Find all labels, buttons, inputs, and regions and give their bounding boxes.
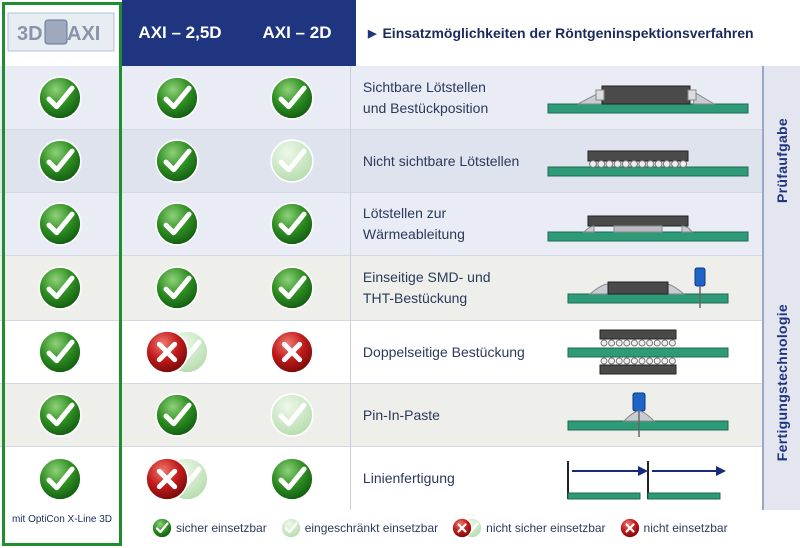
cell-axi-25d bbox=[120, 193, 234, 255]
row-illustration bbox=[534, 130, 762, 192]
row-label-line: Nicht sichtbare Lötstellen bbox=[362, 152, 520, 169]
light-check-icon bbox=[281, 518, 301, 538]
cell-axi-2d bbox=[234, 321, 350, 383]
cell-axi-25d bbox=[120, 66, 234, 129]
table-title: ▶ Einsatzmöglichkeiten der Röntgeninspektionsverfahren bbox=[368, 25, 754, 41]
legend-item-not-sure: nicht sicher einsetzbar bbox=[452, 518, 605, 538]
pcb-illustration-thermal bbox=[538, 194, 758, 254]
cross-over-check-icon bbox=[145, 457, 209, 501]
row-illustration bbox=[534, 256, 762, 320]
cell-axi-2d bbox=[234, 256, 350, 320]
cell-axi-25d bbox=[120, 447, 234, 510]
light-check-icon bbox=[270, 393, 314, 437]
cell-axi-3d bbox=[0, 447, 120, 510]
pcb-illustration-double bbox=[538, 322, 758, 382]
row-illustration bbox=[534, 447, 762, 510]
check-icon bbox=[155, 139, 199, 183]
svg-text:AXI: AXI bbox=[67, 23, 101, 45]
row-illustration bbox=[534, 321, 762, 383]
row-illustration bbox=[534, 66, 762, 129]
check-icon bbox=[152, 518, 172, 538]
cell-axi-2d bbox=[234, 384, 350, 446]
table-row bbox=[0, 66, 762, 129]
cell-axi-2d bbox=[234, 193, 350, 255]
row-description bbox=[350, 447, 534, 510]
check-icon bbox=[270, 266, 314, 310]
table-row bbox=[0, 383, 762, 446]
check-icon bbox=[270, 202, 314, 246]
pcb-illustration-hidden bbox=[538, 131, 758, 191]
check-icon bbox=[270, 76, 314, 120]
check-icon bbox=[270, 457, 314, 501]
check-icon bbox=[155, 202, 199, 246]
cell-axi-3d bbox=[0, 130, 120, 192]
row-label-line: Wärmeableitung bbox=[362, 226, 465, 242]
column-caption: mit OptiCon X-Line 3D bbox=[11, 514, 113, 525]
row-description bbox=[350, 384, 534, 446]
side-label-pruefaufgabe: Prüfaufgabe bbox=[762, 66, 800, 255]
row-illustration bbox=[534, 193, 762, 255]
check-icon bbox=[155, 266, 199, 310]
table-row bbox=[0, 129, 762, 192]
check-icon bbox=[38, 457, 82, 501]
check-icon bbox=[38, 202, 82, 246]
legend bbox=[152, 516, 742, 540]
3d-axi-logo bbox=[4, 4, 118, 60]
table-row bbox=[0, 320, 762, 383]
row-label-line: Sichtbare Lötstellen bbox=[362, 78, 486, 95]
cell-axi-25d bbox=[120, 384, 234, 446]
cell-axi-2d bbox=[234, 447, 350, 510]
legend-item-safe: sicher einsetzbar bbox=[152, 518, 267, 538]
table-row bbox=[0, 446, 762, 510]
row-label-line: Pin-In-Paste bbox=[362, 406, 440, 423]
cross-icon bbox=[620, 518, 640, 538]
pcb-illustration-pip bbox=[538, 385, 758, 445]
row-label-line: Doppelseitige Bestückung bbox=[362, 343, 525, 360]
cell-axi-3d bbox=[0, 66, 120, 129]
table-row bbox=[0, 255, 762, 320]
check-icon bbox=[38, 393, 82, 437]
row-description bbox=[350, 193, 534, 255]
row-label-line: THT-Bestückung bbox=[362, 290, 468, 306]
side-label-fertigungstechnologie: Fertigungstechnologie bbox=[762, 255, 800, 510]
pcb-illustration-smd-tht bbox=[538, 258, 758, 318]
cell-axi-3d bbox=[0, 256, 120, 320]
row-description bbox=[350, 256, 534, 320]
pcb-illustration-line bbox=[538, 449, 758, 509]
cross-over-check-icon bbox=[145, 330, 209, 374]
row-illustration bbox=[534, 384, 762, 446]
row-description bbox=[350, 66, 534, 129]
check-icon bbox=[155, 393, 199, 437]
row-description bbox=[350, 321, 534, 383]
cell-axi-2d bbox=[234, 130, 350, 192]
cell-axi-2d bbox=[234, 66, 350, 129]
column-header-axi-25d: AXI – 2,5D bbox=[122, 0, 238, 66]
cross-icon bbox=[270, 330, 314, 374]
cell-axi-3d bbox=[0, 384, 120, 446]
row-label-line: und Bestückposition bbox=[362, 99, 489, 116]
check-icon bbox=[155, 76, 199, 120]
check-icon bbox=[38, 139, 82, 183]
triangle-icon: ▶ bbox=[368, 27, 377, 40]
row-description bbox=[350, 130, 534, 192]
check-icon bbox=[38, 266, 82, 310]
cell-axi-25d bbox=[120, 321, 234, 383]
cell-axi-3d bbox=[0, 321, 120, 383]
cross-over-check-icon bbox=[452, 518, 482, 538]
column-header-axi-2d: AXI – 2D bbox=[238, 0, 356, 66]
light-check-icon bbox=[270, 139, 314, 183]
row-label-line: Lötstellen zur bbox=[362, 205, 447, 221]
cell-axi-3d bbox=[0, 193, 120, 255]
pcb-illustration-visible bbox=[538, 68, 758, 128]
check-icon bbox=[38, 76, 82, 120]
check-icon bbox=[38, 330, 82, 374]
cell-axi-25d bbox=[120, 256, 234, 320]
legend-item-not: nicht einsetzbar bbox=[620, 518, 728, 538]
cell-axi-25d bbox=[120, 130, 234, 192]
svg-text:3D: 3D bbox=[17, 23, 43, 45]
legend-item-limited: eingeschränkt einsetzbar bbox=[281, 518, 438, 538]
row-label-line: Linienfertigung bbox=[362, 470, 455, 486]
row-label-line: Einseitige SMD- und bbox=[362, 269, 491, 285]
table-row bbox=[0, 192, 762, 255]
